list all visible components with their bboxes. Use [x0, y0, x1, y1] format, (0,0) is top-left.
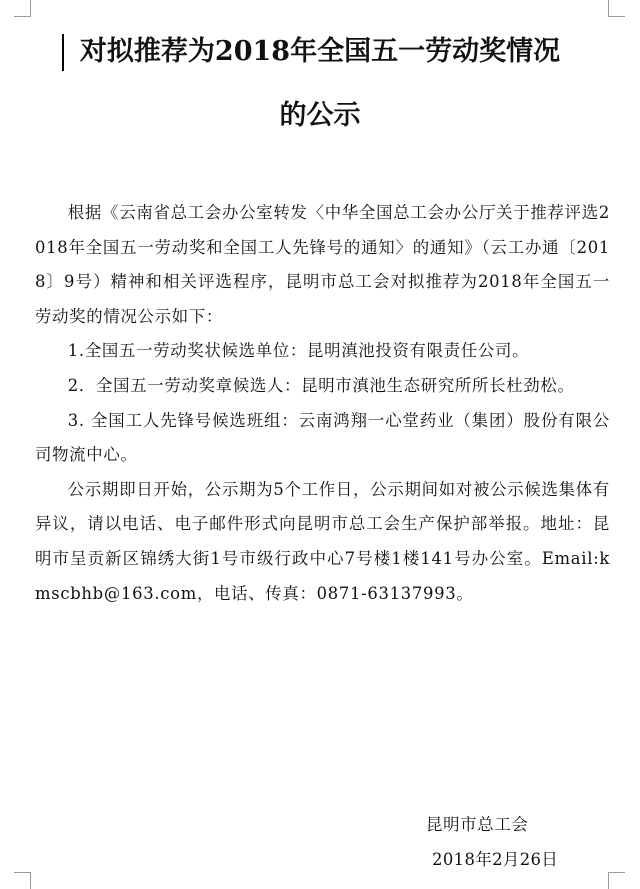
paragraph-item-2: 2．全国五一劳动奖章候选人：昆明市滇池生态研究所所长杜劲松。	[67, 375, 575, 395]
paragraph-intro: 根据《云南省总工会办公室转发〈中华全国总工会办公厅关于推荐评选2018年全国五一劳动奖和全国工人先锋号的通知〉的通知》（云工办通〔2018〕9号）精神和相关评选程序，昆明市总工会对拟推荐为2018年全国五一劳动奖的情况公示如下：	[35, 203, 610, 326]
crop-mark-bottom-left	[14, 872, 31, 889]
signature-organization: 昆明市总工会	[426, 815, 529, 834]
document-title-line-1: 对拟推荐为2018年全国五一劳动奖情况	[79, 36, 561, 67]
crop-mark-bottom-right	[608, 872, 625, 889]
signature-date: 2018年2月26日	[432, 850, 559, 869]
crop-mark-top-left	[14, 0, 31, 17]
paragraph-item-1: 1.全国五一劳动奖状候选单位：昆明滇池投资有限责任公司。	[67, 341, 530, 361]
document-body	[35, 196, 610, 611]
crop-mark-top-right	[608, 0, 625, 17]
paragraph-item-3: 3. 全国工人先锋号候选班组：云南鸿翔一心堂药业（集团）股份有限公司物流中心。	[35, 410, 610, 465]
paragraph-contact: 公示期即日开始，公示期为5个工作日，公示期间如对被公示候选集体有异议，请以电话、电子邮件形式向昆明市总工会生产保护部举报。地址：昆明市呈贡新区锦绣大街1号市级行政中心7号楼1楼141号办公室。Email:kmscbhb@163.com，电话、传真：0871-63137993。	[35, 479, 610, 603]
document-title-line-2: 的公示	[279, 100, 361, 131]
